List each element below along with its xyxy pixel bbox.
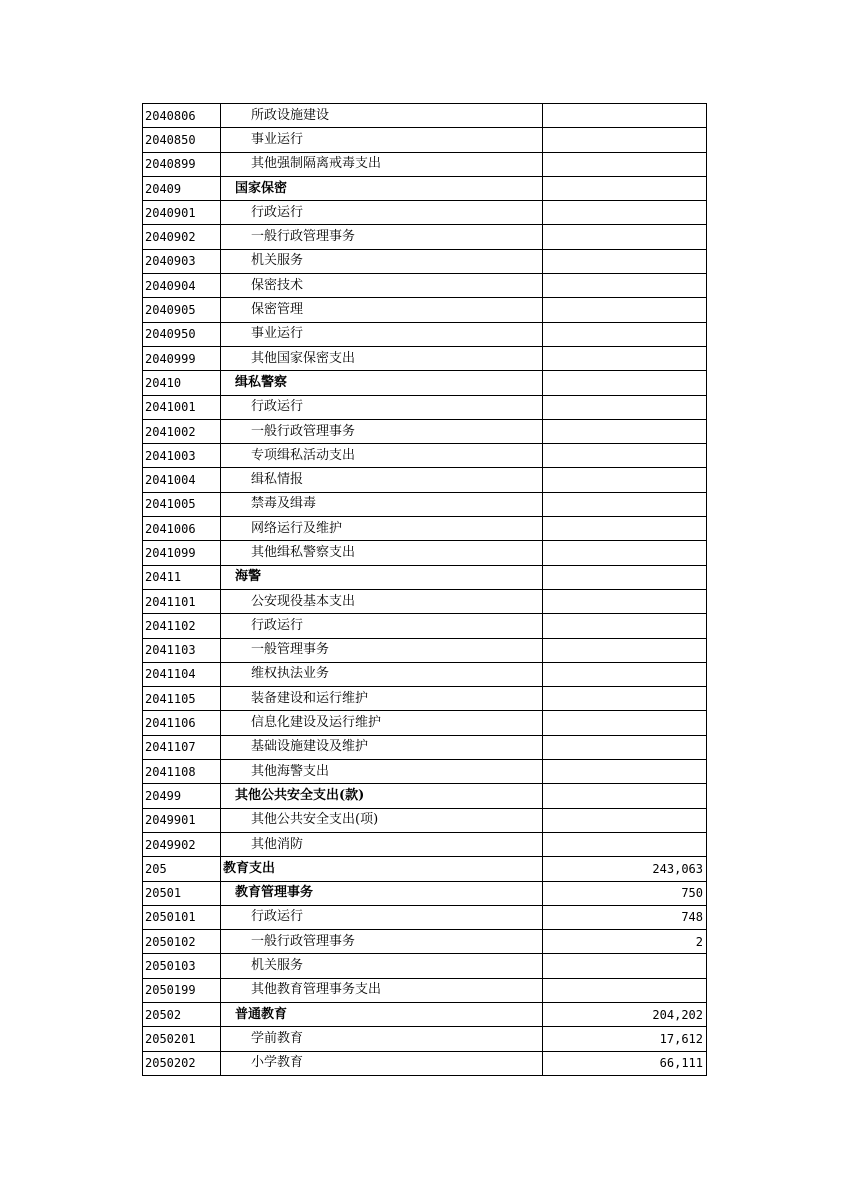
amount-cell <box>543 808 707 832</box>
subject-name-cell: 一般行政管理事务 <box>221 930 543 954</box>
budget-table-body <box>143 104 707 1076</box>
amount-cell <box>543 468 707 492</box>
amount-cell <box>543 322 707 346</box>
subject-name-cell: 小学教育 <box>221 1051 543 1075</box>
subject-name-cell: 其他国家保密支出 <box>221 346 543 370</box>
table-row <box>143 954 707 978</box>
subject-code-cell: 20411 <box>143 565 221 589</box>
subject-name-cell: 行政运行 <box>221 395 543 419</box>
amount-cell <box>543 711 707 735</box>
amount-cell <box>543 954 707 978</box>
subject-name-cell: 教育支出 <box>221 857 543 881</box>
subject-code-cell: 205 <box>143 857 221 881</box>
amount-cell: 750 <box>543 881 707 905</box>
table-row <box>143 225 707 249</box>
table-row <box>143 371 707 395</box>
table-row <box>143 346 707 370</box>
table-row <box>143 274 707 298</box>
table-row <box>143 468 707 492</box>
subject-code-cell: 20501 <box>143 881 221 905</box>
subject-code-cell: 2041003 <box>143 444 221 468</box>
subject-name-cell: 其他海警支出 <box>221 760 543 784</box>
amount-cell <box>543 589 707 613</box>
subject-name-cell: 其他强制隔离戒毒支出 <box>221 152 543 176</box>
subject-code-cell: 2050101 <box>143 905 221 929</box>
amount-cell <box>543 517 707 541</box>
amount-cell <box>543 346 707 370</box>
subject-code-cell: 2040902 <box>143 225 221 249</box>
subject-name-cell: 学前教育 <box>221 1027 543 1051</box>
table-row <box>143 152 707 176</box>
subject-code-cell: 2041104 <box>143 662 221 686</box>
amount-cell <box>543 371 707 395</box>
subject-name-cell: 维权执法业务 <box>221 662 543 686</box>
table-row <box>143 444 707 468</box>
table-row <box>143 298 707 322</box>
table-row <box>143 1051 707 1075</box>
amount-cell <box>543 444 707 468</box>
table-row <box>143 492 707 516</box>
subject-name-cell: 所政设施建设 <box>221 104 543 128</box>
subject-code-cell: 2041102 <box>143 614 221 638</box>
amount-cell <box>543 784 707 808</box>
amount-cell <box>543 978 707 1002</box>
table-row <box>143 978 707 1002</box>
table-row <box>143 687 707 711</box>
table-row <box>143 808 707 832</box>
subject-code-cell: 2040904 <box>143 274 221 298</box>
table-row <box>143 735 707 759</box>
table-row <box>143 1002 707 1026</box>
subject-code-cell: 2040903 <box>143 249 221 273</box>
subject-name-cell: 机关服务 <box>221 954 543 978</box>
subject-name-cell: 其他消防 <box>221 832 543 856</box>
amount-cell <box>543 541 707 565</box>
subject-name-cell: 机关服务 <box>221 249 543 273</box>
table-row <box>143 614 707 638</box>
subject-name-cell: 缉私警察 <box>221 371 543 395</box>
amount-cell <box>543 225 707 249</box>
subject-name-cell: 海警 <box>221 565 543 589</box>
amount-cell <box>543 152 707 176</box>
amount-cell <box>543 176 707 200</box>
amount-cell <box>543 565 707 589</box>
subject-code-cell: 2050202 <box>143 1051 221 1075</box>
table-row <box>143 176 707 200</box>
table-row <box>143 565 707 589</box>
subject-name-cell: 其他教育管理事务支出 <box>221 978 543 1002</box>
amount-cell: 748 <box>543 905 707 929</box>
subject-name-cell: 一般行政管理事务 <box>221 419 543 443</box>
subject-code-cell: 2040899 <box>143 152 221 176</box>
amount-cell <box>543 201 707 225</box>
subject-name-cell: 一般行政管理事务 <box>221 225 543 249</box>
subject-code-cell: 2041106 <box>143 711 221 735</box>
table-row <box>143 711 707 735</box>
amount-cell <box>543 249 707 273</box>
table-row <box>143 517 707 541</box>
subject-code-cell: 2050201 <box>143 1027 221 1051</box>
subject-name-cell: 公安现役基本支出 <box>221 589 543 613</box>
subject-code-cell: 20502 <box>143 1002 221 1026</box>
subject-name-cell: 其他缉私警察支出 <box>221 541 543 565</box>
subject-name-cell: 一般管理事务 <box>221 638 543 662</box>
subject-code-cell: 2041005 <box>143 492 221 516</box>
subject-code-cell: 2041105 <box>143 687 221 711</box>
subject-name-cell: 事业运行 <box>221 128 543 152</box>
amount-cell <box>543 614 707 638</box>
subject-code-cell: 2040901 <box>143 201 221 225</box>
table-row <box>143 589 707 613</box>
subject-name-cell: 普通教育 <box>221 1002 543 1026</box>
amount-cell <box>543 662 707 686</box>
subject-code-cell: 2040905 <box>143 298 221 322</box>
budget-table <box>142 103 707 1076</box>
subject-name-cell: 行政运行 <box>221 905 543 929</box>
amount-cell <box>543 419 707 443</box>
subject-name-cell: 事业运行 <box>221 322 543 346</box>
amount-cell <box>543 298 707 322</box>
table-row <box>143 905 707 929</box>
amount-cell <box>543 687 707 711</box>
subject-name-cell: 网络运行及维护 <box>221 517 543 541</box>
subject-code-cell: 2050102 <box>143 930 221 954</box>
subject-name-cell: 行政运行 <box>221 201 543 225</box>
amount-cell: 204,202 <box>543 1002 707 1026</box>
subject-code-cell: 2041004 <box>143 468 221 492</box>
amount-cell: 17,612 <box>543 1027 707 1051</box>
subject-name-cell: 专项缉私活动支出 <box>221 444 543 468</box>
table-row <box>143 760 707 784</box>
subject-name-cell: 保密管理 <box>221 298 543 322</box>
subject-code-cell: 2040950 <box>143 322 221 346</box>
subject-code-cell: 2041099 <box>143 541 221 565</box>
amount-cell <box>543 492 707 516</box>
subject-code-cell: 2049901 <box>143 808 221 832</box>
amount-cell <box>543 274 707 298</box>
subject-code-cell: 2040850 <box>143 128 221 152</box>
subject-name-cell: 其他公共安全支出(项) <box>221 808 543 832</box>
amount-cell <box>543 104 707 128</box>
amount-cell: 2 <box>543 930 707 954</box>
table-row <box>143 128 707 152</box>
table-row <box>143 249 707 273</box>
table-row <box>143 201 707 225</box>
subject-code-cell: 20410 <box>143 371 221 395</box>
subject-code-cell: 2041002 <box>143 419 221 443</box>
subject-name-cell: 缉私情报 <box>221 468 543 492</box>
subject-code-cell: 2040806 <box>143 104 221 128</box>
subject-code-cell: 20499 <box>143 784 221 808</box>
amount-cell <box>543 128 707 152</box>
amount-cell <box>543 832 707 856</box>
table-row <box>143 104 707 128</box>
subject-name-cell: 其他公共安全支出(款) <box>221 784 543 808</box>
subject-code-cell: 20409 <box>143 176 221 200</box>
subject-code-cell: 2041107 <box>143 735 221 759</box>
amount-cell <box>543 638 707 662</box>
subject-code-cell: 2041001 <box>143 395 221 419</box>
amount-cell <box>543 395 707 419</box>
table-row <box>143 541 707 565</box>
table-row <box>143 1027 707 1051</box>
amount-cell <box>543 735 707 759</box>
subject-code-cell: 2041108 <box>143 760 221 784</box>
subject-name-cell: 信息化建设及运行维护 <box>221 711 543 735</box>
table-row <box>143 662 707 686</box>
amount-cell <box>543 760 707 784</box>
subject-code-cell: 2041101 <box>143 589 221 613</box>
subject-code-cell: 2041103 <box>143 638 221 662</box>
amount-cell: 243,063 <box>543 857 707 881</box>
table-row <box>143 930 707 954</box>
subject-code-cell: 2050199 <box>143 978 221 1002</box>
amount-cell: 66,111 <box>543 1051 707 1075</box>
subject-name-cell: 教育管理事务 <box>221 881 543 905</box>
table-row <box>143 419 707 443</box>
subject-code-cell: 2041006 <box>143 517 221 541</box>
subject-code-cell: 2050103 <box>143 954 221 978</box>
subject-name-cell: 装备建设和运行维护 <box>221 687 543 711</box>
subject-code-cell: 2049902 <box>143 832 221 856</box>
table-row <box>143 638 707 662</box>
table-row <box>143 881 707 905</box>
subject-code-cell: 2040999 <box>143 346 221 370</box>
subject-name-cell: 行政运行 <box>221 614 543 638</box>
table-row <box>143 857 707 881</box>
table-row <box>143 784 707 808</box>
subject-name-cell: 国家保密 <box>221 176 543 200</box>
subject-name-cell: 保密技术 <box>221 274 543 298</box>
subject-name-cell: 基础设施建设及维护 <box>221 735 543 759</box>
table-row <box>143 322 707 346</box>
subject-name-cell: 禁毒及缉毒 <box>221 492 543 516</box>
table-row <box>143 832 707 856</box>
table-row <box>143 395 707 419</box>
